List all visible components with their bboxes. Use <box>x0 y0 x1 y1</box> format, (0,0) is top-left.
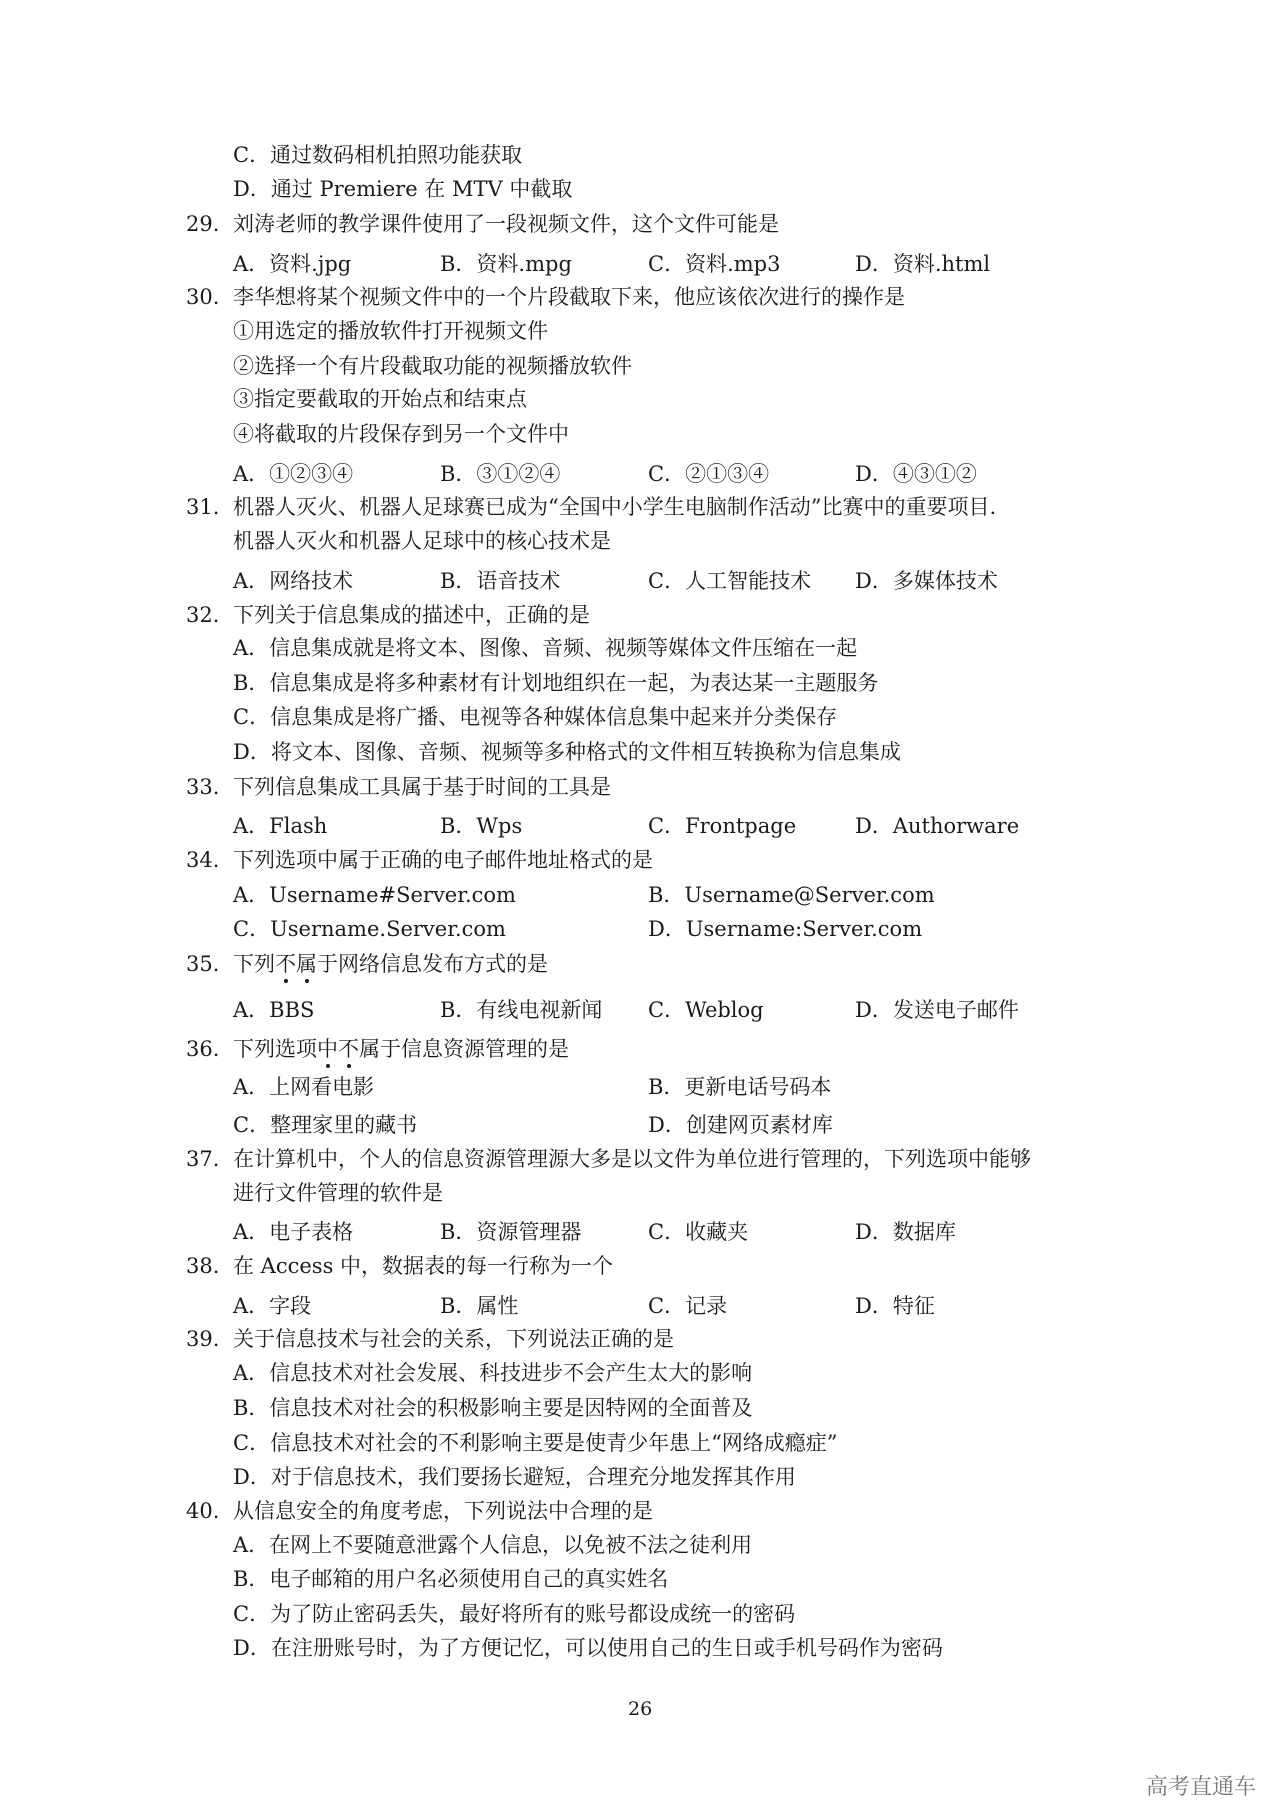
answer-option: A．资料.jpg <box>233 252 352 276</box>
answer-option: D．发送电子邮件 <box>855 998 1019 1022</box>
answer-option: C．②①③④ <box>648 462 770 486</box>
answer-option: B．资源管理器 <box>440 1220 582 1244</box>
answer-option: C．Weblog <box>648 998 764 1022</box>
question-line: B．信息集成是将多种素材有计划地组织在一起，为表达某一主题服务 <box>233 671 879 695</box>
answer-option: B．更新电话号码本 <box>648 1075 832 1099</box>
answer-option: A．Username#Server.com <box>233 883 516 907</box>
answer-option: B．Username@Server.com <box>648 883 935 907</box>
answer-option: C．Username.Server.com <box>233 917 506 941</box>
answer-option: D．特征 <box>855 1294 935 1318</box>
question-line: 机器人灭火和机器人足球中的核心技术是 <box>233 529 611 553</box>
answer-option: C．记录 <box>648 1294 728 1318</box>
question-stem: 下列不属于网络信息发布方式的是 <box>233 952 548 976</box>
question-line: A．信息集成就是将文本、图像、音频、视频等媒体文件压缩在一起 <box>233 636 858 660</box>
question-line: A．信息技术对社会发展、科技进步不会产生太大的影响 <box>233 1361 753 1385</box>
question-line: A．在网上不要随意泄露个人信息，以免被不法之徒利用 <box>233 1533 753 1557</box>
question-line: C．为了防止密码丢失，最好将所有的账号都设成统一的密码 <box>233 1602 796 1626</box>
answer-option: A．字段 <box>233 1294 312 1318</box>
question-line: ②选择一个有片段截取功能的视频播放软件 <box>233 354 632 378</box>
answer-option: D．创建网页素材库 <box>648 1113 833 1137</box>
emphasis-dot <box>347 1064 351 1068</box>
answer-option: B．③①②④ <box>440 462 561 486</box>
answer-option: C．资料.mp3 <box>648 252 781 276</box>
question-stem: 下列关于信息集成的描述中，正确的是 <box>233 603 590 627</box>
question-line: D．将文本、图像、音频、视频等多种格式的文件相互转换称为信息集成 <box>233 740 901 764</box>
answer-option: C．人工智能技术 <box>648 569 812 593</box>
answer-option: B．Wps <box>440 814 523 838</box>
watermark: 高考直通车 <box>1146 1775 1257 1800</box>
page-number: 26 <box>628 1698 653 1720</box>
answer-option: D．数据库 <box>855 1220 956 1244</box>
question-line: D．对于信息技术，我们要扬长避短，合理充分地发挥其作用 <box>233 1465 796 1489</box>
question-line: C．信息技术对社会的不利影响主要是使青少年患上“网络成瘾症” <box>233 1431 838 1455</box>
answer-option: B．有线电视新闻 <box>440 998 603 1022</box>
question-number: 29. <box>186 212 220 236</box>
answer-option: B．属性 <box>440 1294 519 1318</box>
answer-option: B．资料.mpg <box>440 252 572 276</box>
question-line: C．通过数码相机拍照功能获取 <box>233 143 523 167</box>
answer-option: C．整理家里的藏书 <box>233 1113 418 1137</box>
question-stem: 李华想将某个视频文件中的一个片段截取下来，他应该依次进行的操作是 <box>233 285 905 309</box>
question-stem: 机器人灭火、机器人足球赛已成为“全国中小学生电脑制作活动”比赛中的重要项目. <box>233 495 997 519</box>
question-stem: 下列信息集成工具属于基于时间的工具是 <box>233 775 611 799</box>
answer-option: D．资料.html <box>855 252 991 276</box>
question-line: ④将截取的片段保存到另一个文件中 <box>233 422 569 446</box>
question-stem: 下列选项中不属于信息资源管理的是 <box>233 1037 569 1061</box>
question-stem: 在 Access 中，数据表的每一行称为一个 <box>233 1254 614 1278</box>
answer-option: A．BBS <box>233 998 315 1022</box>
question-number: 35. <box>186 952 220 976</box>
question-stem: 下列选项中属于正确的电子邮件地址格式的是 <box>233 848 653 872</box>
emphasis-dot <box>305 979 309 983</box>
question-number: 36. <box>186 1037 220 1061</box>
answer-option: C．收藏夹 <box>648 1220 749 1244</box>
question-number: 31. <box>186 495 220 519</box>
question-number: 33. <box>186 775 220 799</box>
question-line: C．信息集成是将广播、电视等各种媒体信息集中起来并分类保存 <box>233 705 838 729</box>
question-number: 32. <box>186 603 220 627</box>
question-number: 40. <box>186 1499 220 1523</box>
question-number: 30. <box>186 285 220 309</box>
answer-option: C．Frontpage <box>648 814 797 838</box>
question-line: B．电子邮箱的用户名必须使用自己的真实姓名 <box>233 1567 669 1591</box>
answer-option: A．Flash <box>233 814 328 838</box>
question-line: 进行文件管理的软件是 <box>233 1181 443 1205</box>
answer-option: D．Authorware <box>855 814 1020 838</box>
question-line: B．信息技术对社会的积极影响主要是因特网的全面普及 <box>233 1396 753 1420</box>
answer-option: A．上网看电影 <box>233 1075 375 1099</box>
question-number: 37. <box>186 1147 220 1171</box>
answer-option: A．电子表格 <box>233 1220 354 1244</box>
question-number: 34. <box>186 848 220 872</box>
question-stem: 在计算机中，个人的信息资源管理源大多是以文件为单位进行管理的，下列选项中能够 <box>233 1147 1031 1171</box>
answer-option: D．Username:Server.com <box>648 917 923 941</box>
answer-option: D．④③①② <box>855 462 977 486</box>
question-line: ③指定要截取的开始点和结束点 <box>233 387 527 411</box>
answer-option: B．语音技术 <box>440 569 561 593</box>
question-number: 38. <box>186 1254 220 1278</box>
question-stem: 关于信息技术与社会的关系，下列说法正确的是 <box>233 1327 674 1351</box>
question-line: ①用选定的播放软件打开视频文件 <box>233 319 548 343</box>
question-stem: 从信息安全的角度考虑，下列说法中合理的是 <box>233 1499 653 1523</box>
answer-option: A．网络技术 <box>233 569 354 593</box>
emphasis-dot <box>284 979 288 983</box>
emphasis-dot <box>326 1064 330 1068</box>
question-line: D．在注册账号时，为了方便记忆，可以使用自己的生日或手机号码作为密码 <box>233 1636 943 1660</box>
question-stem: 刘涛老师的教学课件使用了一段视频文件，这个文件可能是 <box>233 212 779 236</box>
question-number: 39. <box>186 1327 220 1351</box>
answer-option: A．①②③④ <box>233 462 354 486</box>
question-line: D．通过 Premiere 在 MTV 中截取 <box>233 177 573 201</box>
answer-option: D．多媒体技术 <box>855 569 998 593</box>
